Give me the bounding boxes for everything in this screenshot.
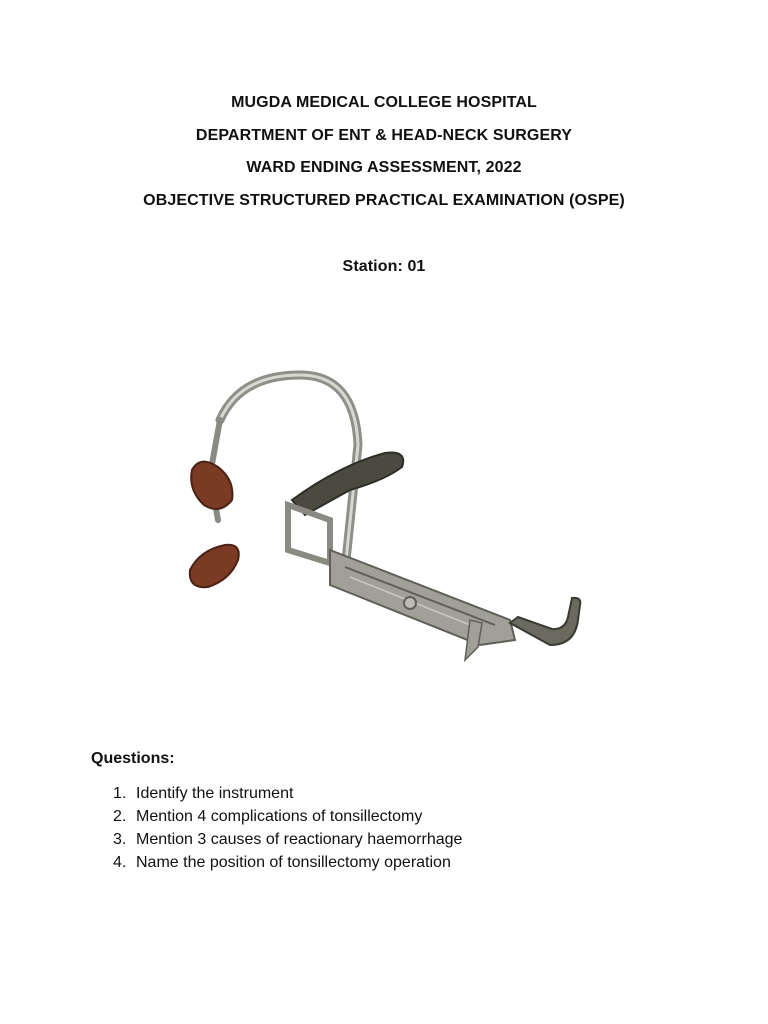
department-name: DEPARTMENT OF ENT & HEAD-NECK SURGERY [195, 127, 573, 144]
station-label: Station: 01 [342, 258, 426, 275]
question-text: Mention 4 complications of tonsillectomy [136, 808, 423, 825]
question-number: 1. [113, 785, 127, 802]
question-text: Name the position of tonsillectomy operation [136, 854, 451, 871]
question-number: 3. [113, 831, 127, 848]
questions-heading: Questions: [91, 750, 175, 767]
question-text: Mention 3 causes of reactionary haemorrhage [136, 831, 463, 848]
question-item [113, 805, 462, 828]
assessment-title: WARD ENDING ASSESSMENT, 2022 [246, 159, 522, 176]
question-text: Identify the instrument [136, 785, 294, 802]
hospital-name: MUGDA MEDICAL COLLEGE HOSPITAL [231, 94, 537, 111]
instrument-image [180, 355, 600, 675]
question-number: 4. [113, 854, 127, 871]
lower-tooth-pad [190, 545, 239, 587]
questions-list [113, 782, 462, 874]
question-item [113, 782, 462, 805]
question-item [113, 828, 462, 851]
question-number: 2. [113, 808, 127, 825]
upper-tooth-pad [191, 462, 232, 509]
end-grip [510, 598, 580, 645]
question-item [113, 851, 462, 874]
exam-title: OBJECTIVE STRUCTURED PRACTICAL EXAMINATION (OSPE) [143, 192, 625, 209]
adjust-screw [404, 597, 416, 609]
